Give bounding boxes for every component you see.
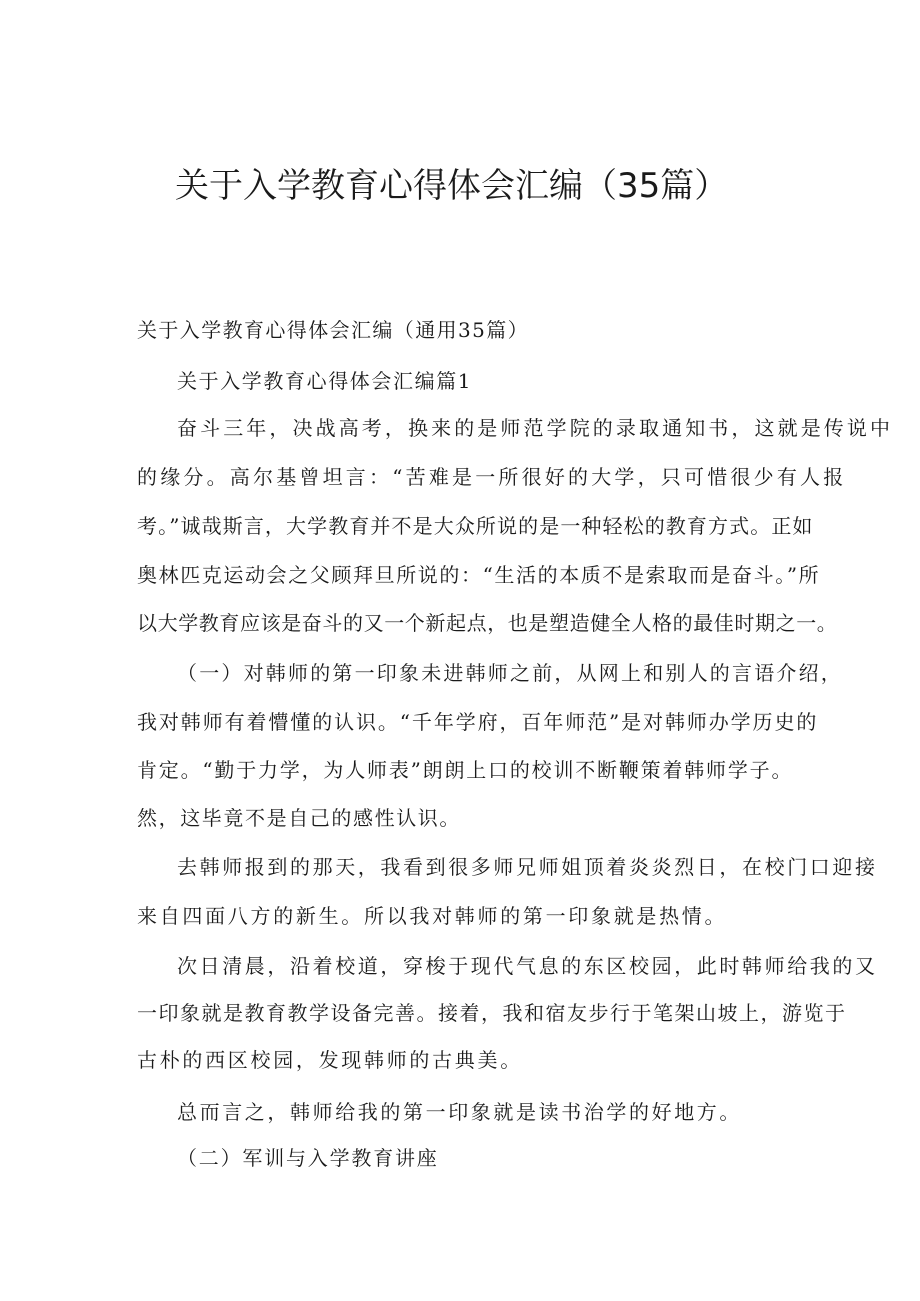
section-heading: 关于入学教育心得体会汇编篇1 (177, 369, 473, 393)
paragraph-line: 去韩师报到的那天，我看到很多师兄师姐顶着炎炎烈日，在校门口迎接 (177, 855, 878, 879)
paragraph-line: （一）对韩师的第一印象未进韩师之前，从网上和别人的言语介绍， (177, 661, 843, 685)
paragraph-line: 肯定。“勤于力学，为人师表”朗朗上口的校训不断鞭策着韩师学子。 (137, 758, 794, 782)
paragraph-line: 来自四面八方的新生。所以我对韩师的第一印象就是热情。 (137, 904, 728, 928)
paragraph-line: 古朴的西区校园，发现韩师的古典美。 (137, 1048, 523, 1072)
paragraph-line: 以大学教育应该是奋斗的又一个新起点，也是塑造健全人格的最佳时期之一。 (137, 611, 838, 635)
paragraph-line: 次日清晨，沿着校道，穿梭于现代气息的东区校园，此时韩师给我的又 (177, 954, 878, 978)
document-title: 关于入学教育心得体会汇编（35篇） (175, 166, 729, 206)
paragraph-line: 的缘分。高尔基曾坦言：“苦难是一所很好的大学，只可惜很少有人报 (137, 465, 847, 489)
paragraph-line: 我对韩师有着懵懂的认识。“千年学府，百年师范”是对韩师办学历史的 (137, 710, 819, 734)
paragraph-line: 奥林匹克运动会之父顾拜旦所说的：“生活的本质不是索取而是奋斗。”所 (137, 563, 821, 587)
paragraph-line: 然，这毕竟不是自己的感性认识。 (137, 806, 461, 830)
paragraph-line: 奋斗三年，决战高考，换来的是师范学院的录取通知书，这就是传说中 (177, 416, 894, 440)
section-heading: （二）军训与入学教育讲座 (177, 1146, 439, 1170)
document-subtitle: 关于入学教育心得体会汇编（通用35篇） (137, 318, 530, 342)
paragraph-line: 总而言之，韩师给我的第一印象就是读书治学的好地方。 (177, 1100, 742, 1124)
paragraph-line: 一印象就是教育教学设备完善。接着，我和宿友步行于笔架山坡上，游览于 (137, 1001, 847, 1025)
paragraph-line: 考。”诚哉斯言，大学教育并不是大众所说的是一种轻松的教育方式。正如 (137, 514, 814, 538)
